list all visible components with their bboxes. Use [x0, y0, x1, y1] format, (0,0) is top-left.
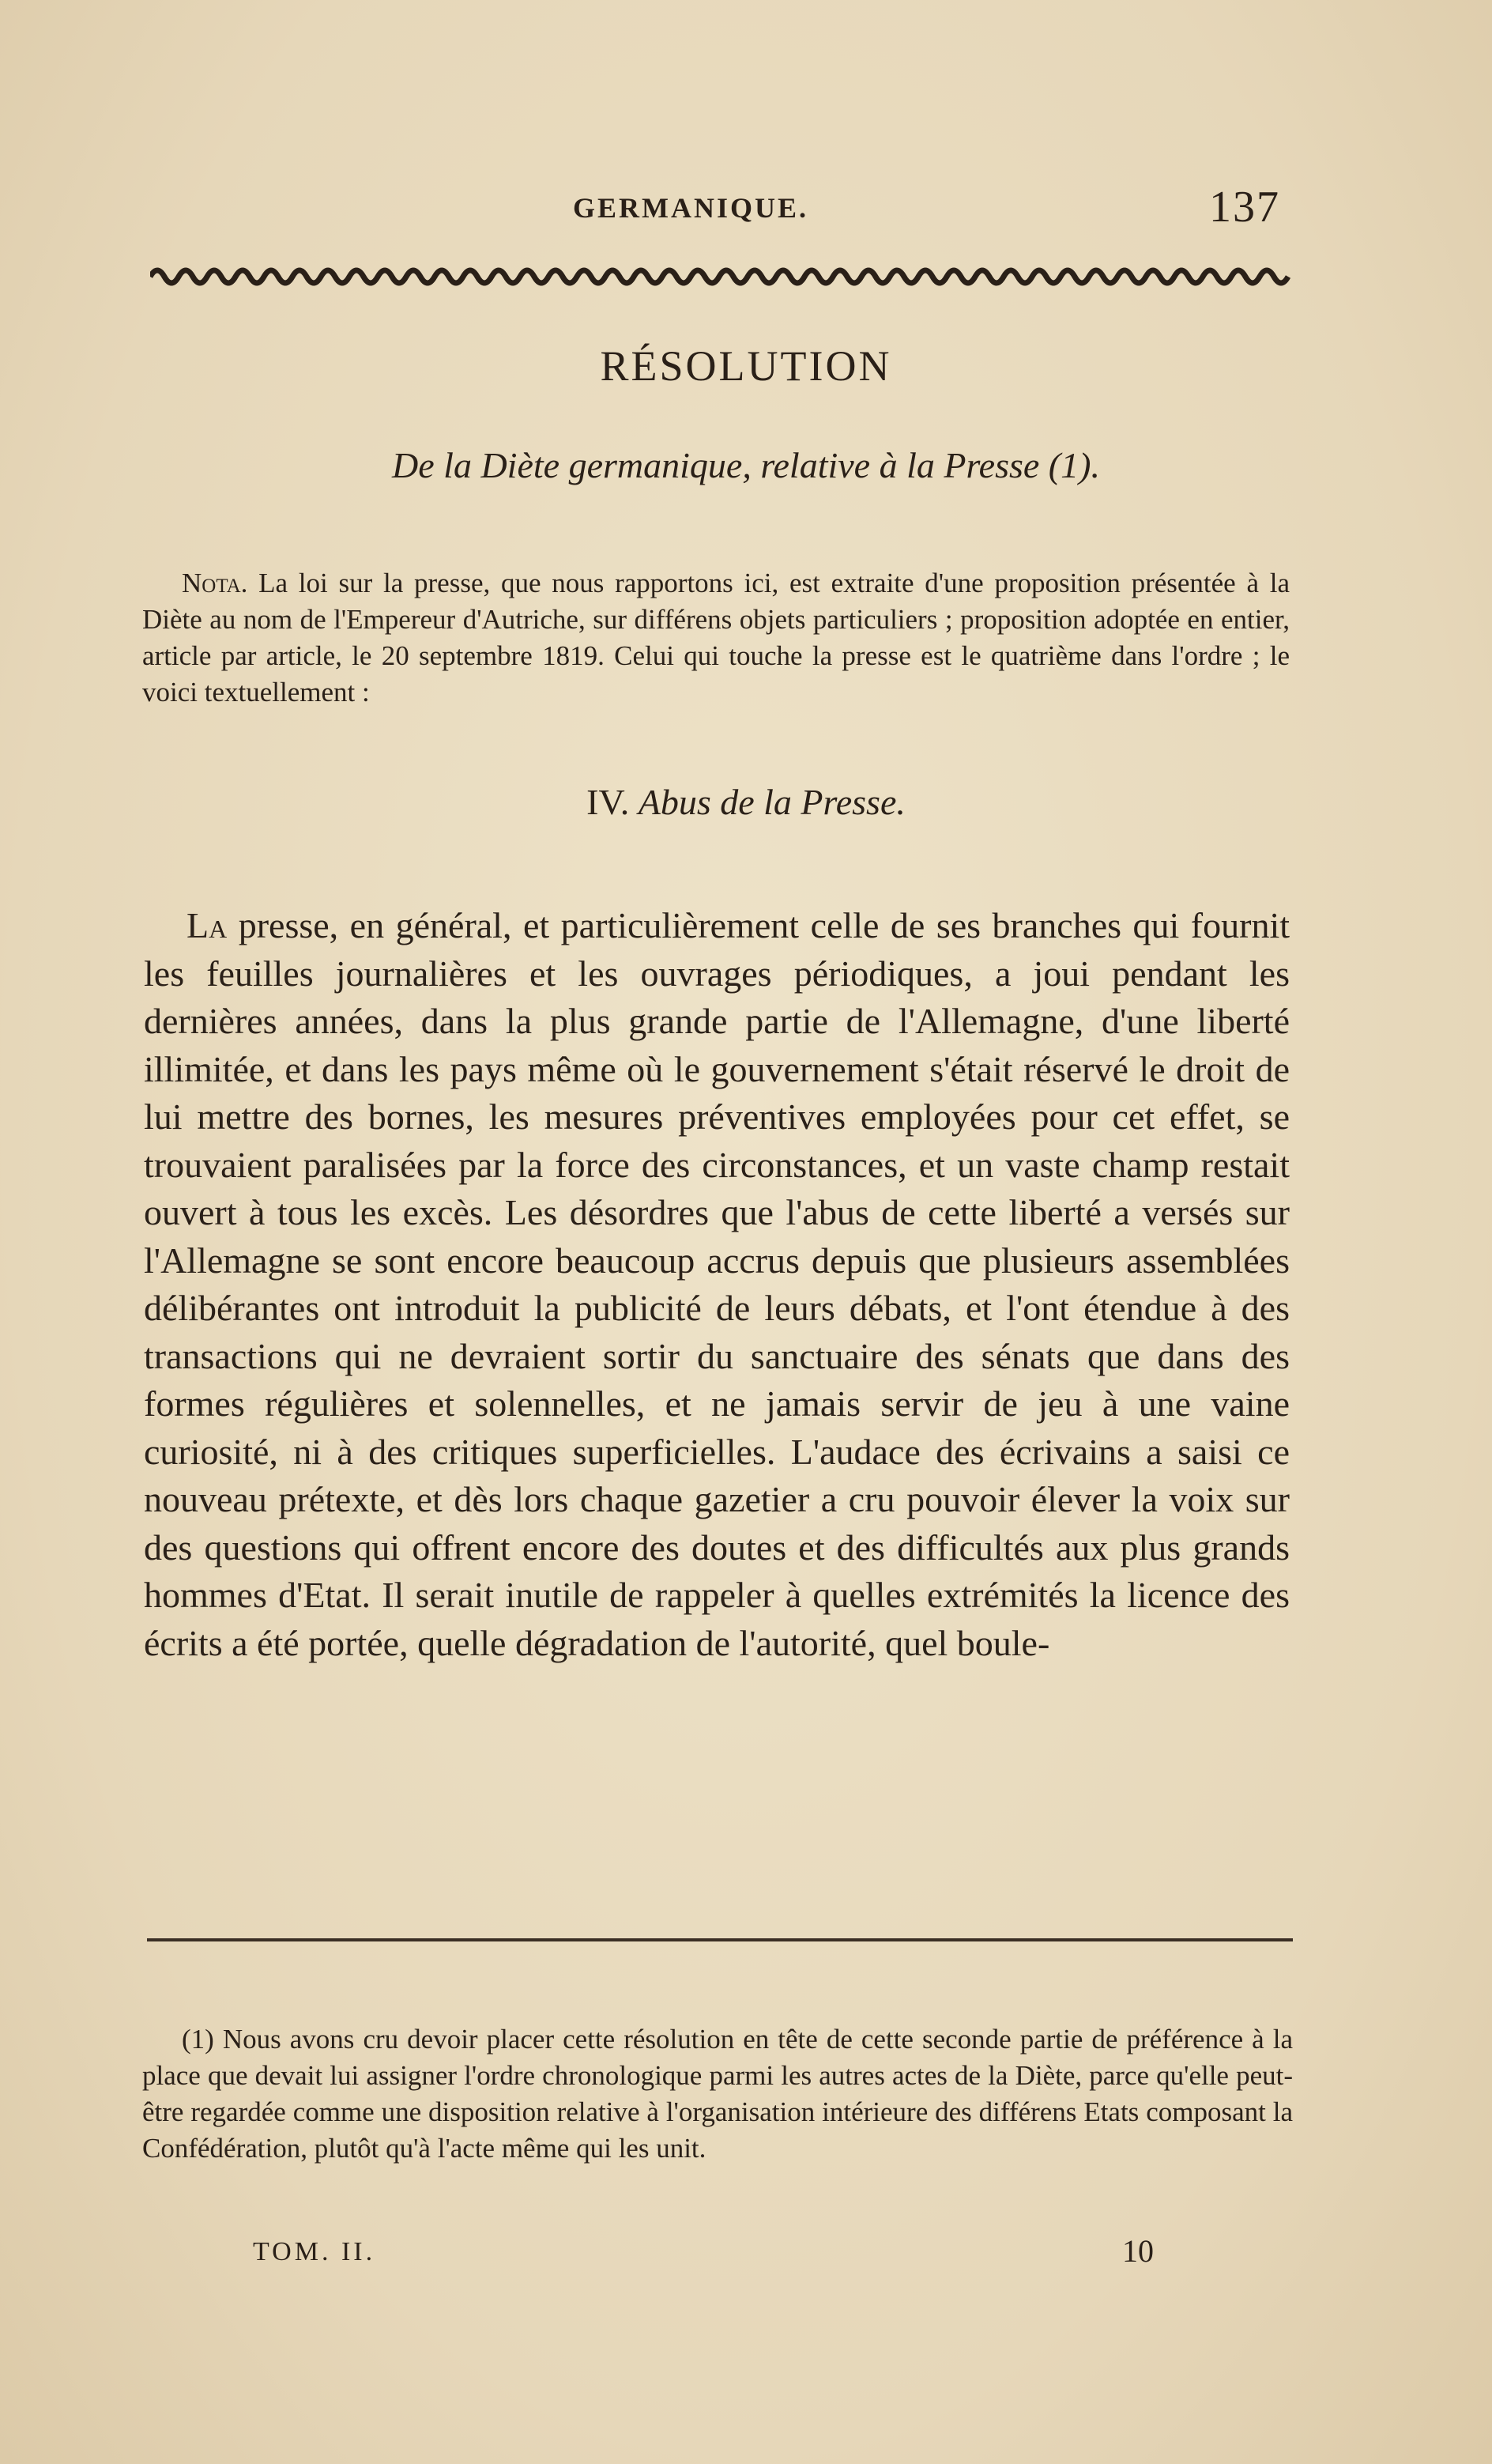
note-label: Nota.	[182, 568, 248, 598]
document-title: RÉSOLUTION	[600, 342, 892, 390]
note-text: La loi sur la presse, que nous rapportons ici, est extraite d'une proposition présentée à la Diète au nom de l'Empereur d'Autriche, sur différens objets particuliers ; proposition adoptée en entier, article par article, le 20 septembre 1819. Celui qui touche la presse est le quatrième dans l'ordre ; le voici textuellement :	[142, 568, 1290, 708]
opening-word: La	[186, 905, 228, 945]
sheet-number: 10	[1122, 2233, 1154, 2269]
footnote-rule	[147, 1938, 1293, 1941]
volume-signature: TOM. II.	[253, 2237, 376, 2266]
running-head: GERMANIQUE.	[573, 192, 809, 224]
ornamental-divider	[150, 261, 1296, 292]
section-title: Abus de la Presse.	[638, 782, 906, 822]
section-heading	[0, 781, 1492, 823]
section-number: IV.	[586, 782, 630, 822]
editorial-note	[142, 565, 1290, 711]
document-subtitle: De la Diète germanique, relative à la Presse (1).	[392, 445, 1100, 485]
body-text: presse, en général, et particulièrement celle de ses branches qui fournit les feuilles journalières et les ouvrages périodiques, a joui pendant les dernières années, dans la plus grande partie de l'Allemagne, d'une liberté illimitée, et dans les pays même où le gouvernement s'était réservé le droit de lui mettre des bornes, les mesures préventives employées pour cet effet, se trouvaient paralisées par la force des circonstances, et un vaste champ restait ouvert à tous les excès. Les désordres que l'abus de cette liberté a versés sur l'Allemagne se sont encore beaucoup accrus depuis que plusieurs assemblées délibérantes ont introduit la publicité de leurs débats, et l'ont étendue à des transactions qui ne devraient sortir du sanctuaire des sénats que dans des formes régulières et solennelles, et ne jamais servir de jeu à une vaine curiosité, ni à des critiques superficielles. L'audace des écrivains a saisi ce nouveau prétexte, et dès lors chaque gazetier a cru pouvoir élever la voix sur des questions qui offrent encore des doutes et des difficultés aux plus grands hommes d'Etat. Il serait inutile de rappeler à quelles extrémités la licence des écrits a été portée, quelle dégradation de l'autorité, quel boule-	[144, 905, 1290, 1663]
page-number: 137	[1209, 183, 1280, 232]
page-header	[142, 183, 1296, 239]
page-footer	[253, 2233, 1154, 2285]
body-paragraph	[144, 902, 1290, 1667]
footnote: (1) Nous avons cru devoir placer cette résolution en tête de cette seconde partie de préférence à la place que devait lui assigner l'ordre chronologique parmi les autres actes de la Diète, parce qu'elle peut-être regardée comme une disposition relative à l'organisation intérieure des différens Etats composant la Confédération, plutôt qu'à l'acte même qui les unit.	[142, 2024, 1293, 2164]
